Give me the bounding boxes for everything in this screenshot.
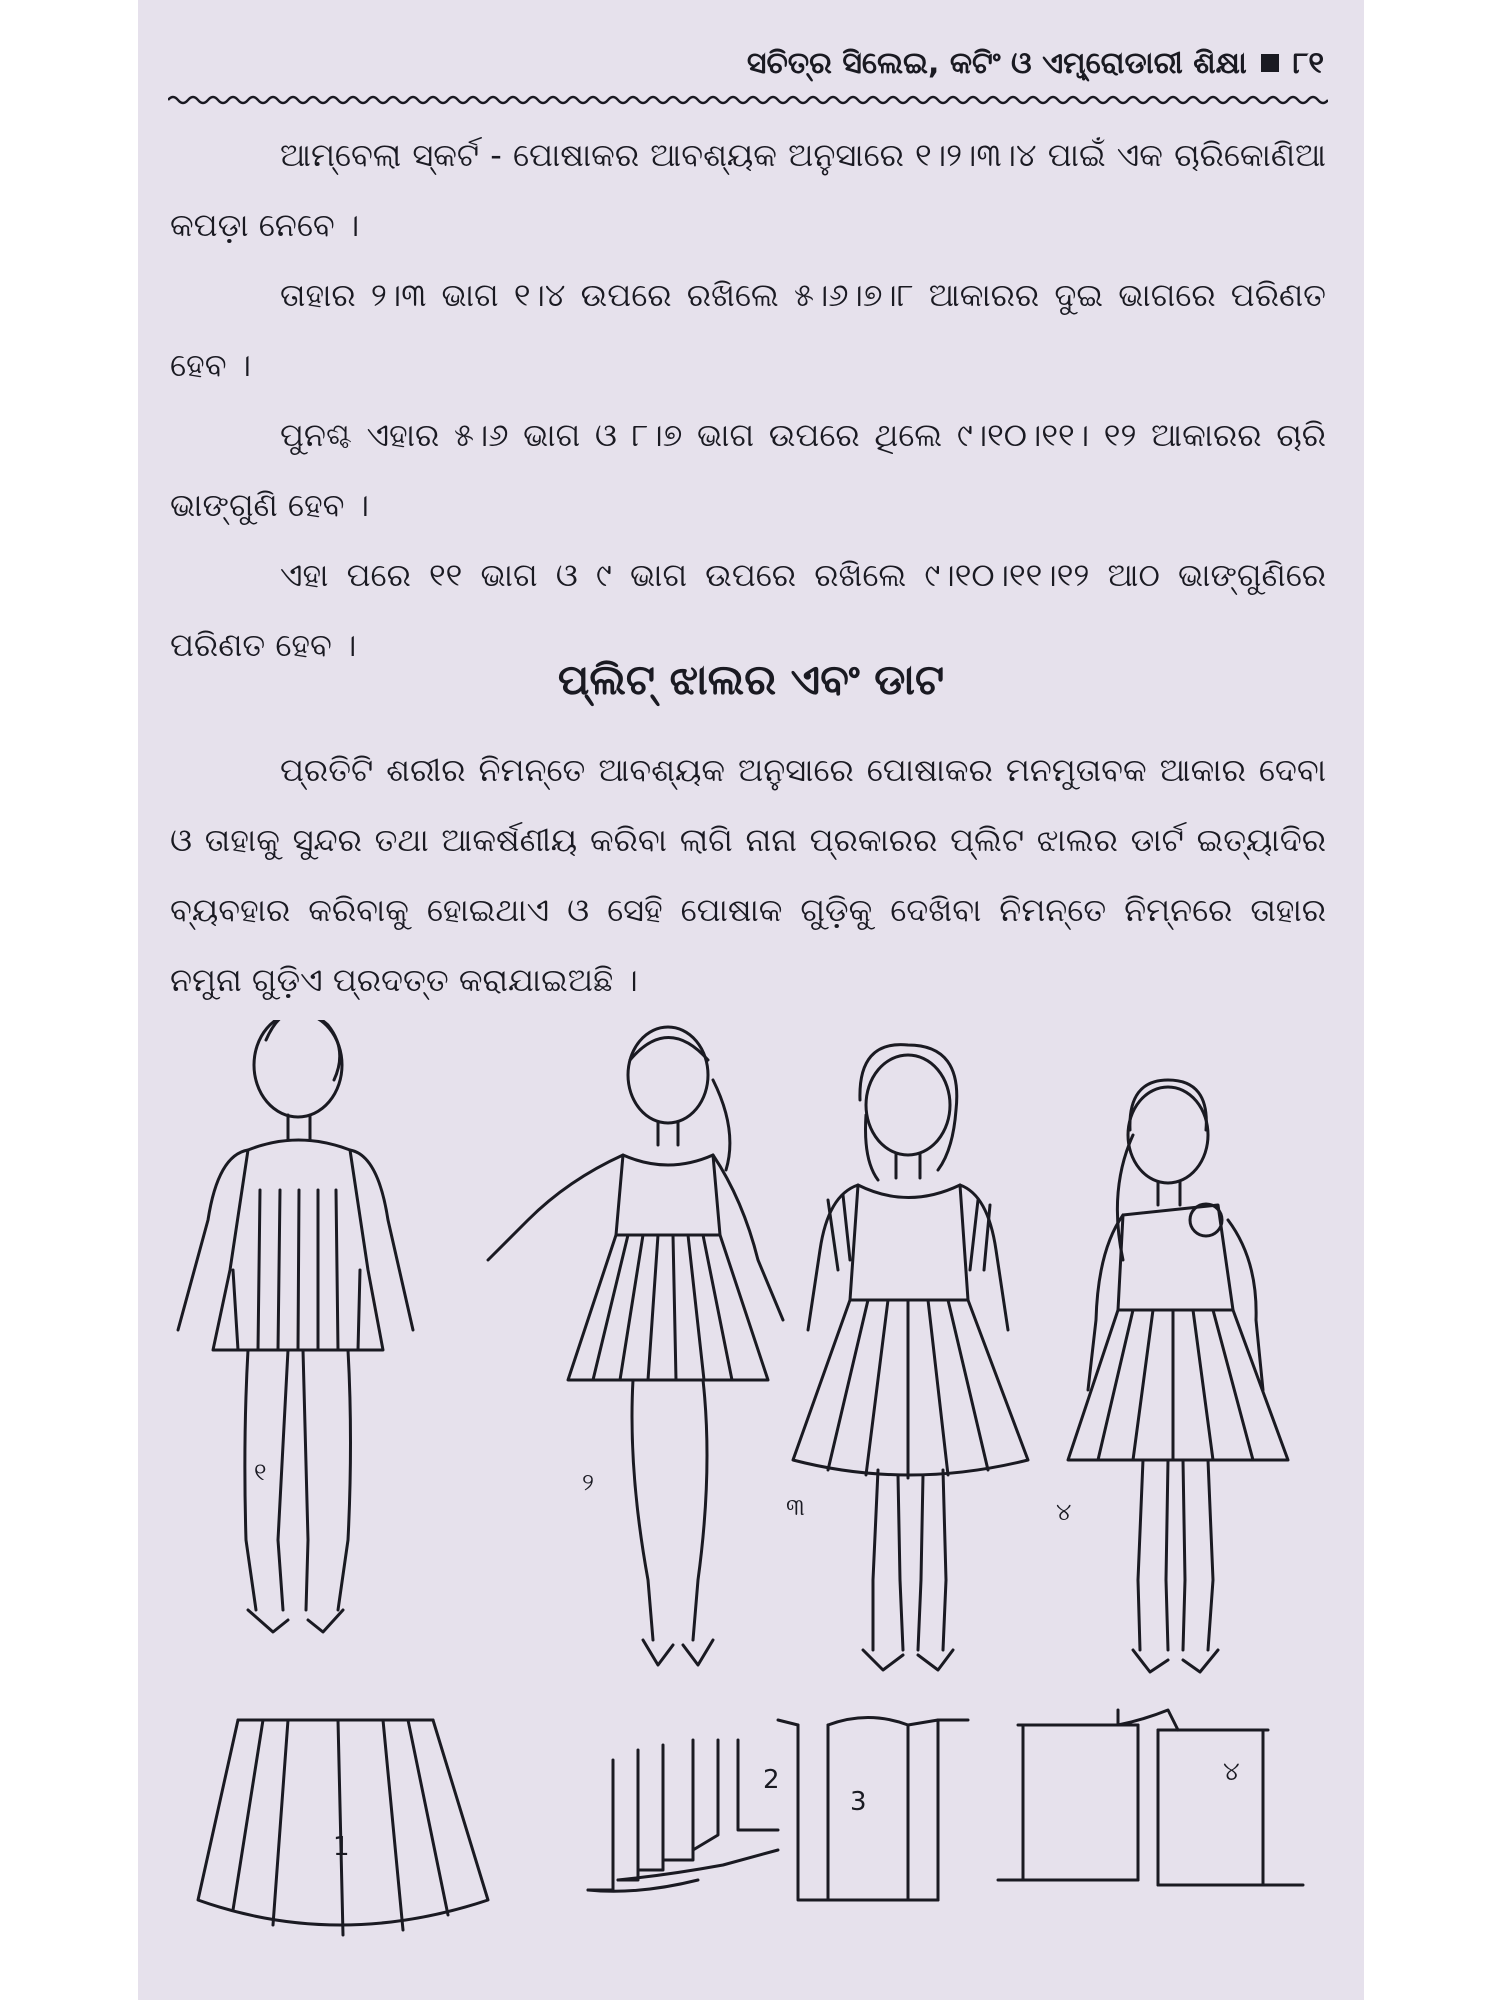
running-header xyxy=(168,36,1324,90)
pleat-label-1: 1 xyxy=(333,1832,350,1862)
paragraph-fold-2: ପୁନଶ୍ଚ ଏହାର ୫।୬ ଭାଗ ଓ ୮।୭ ଭାଗ ଉପରେ ଥିଲେ ୯।୧୦।୧୧। ୧୨ ଆକାରର ଚାରି ଭାଙ୍ଗୁଣି ହେବ । xyxy=(170,416,1326,524)
section-title: ପ୍ଲିଟ୍ ଝାଲର ଏବଂ ଡାଟ xyxy=(557,655,945,704)
figure-1-tunic xyxy=(178,1020,413,1632)
paragraph-fold-3: ଏହା ପରେ ୧୧ ଭାଗ ଓ ୯ ଭାଗ ଉପରେ ରଖିଲେ ୯।୧୦।୧୧।୧୨ ଆଠ ଭାଙ୍ଗୁଣିରେ ପରିଣତ ହେବ । xyxy=(170,556,1326,664)
pleat-diagram-4 xyxy=(998,1710,1303,1885)
square-bullet-icon xyxy=(1261,54,1279,72)
book-page xyxy=(138,0,1364,2000)
figure-2-pleated-dress xyxy=(488,1027,783,1665)
figure-label-2: ୨ xyxy=(582,1468,594,1496)
wavy-divider xyxy=(168,94,1328,106)
pleat-diagram-1 xyxy=(198,1720,488,1935)
figure-3-flared-dress xyxy=(793,1045,1028,1670)
pleat-label-4: ୪ xyxy=(1223,1757,1240,1787)
pleat-label-3: 3 xyxy=(850,1787,867,1817)
section-paragraph: ପ୍ରତିଟି ଶରୀର ନିମନ୍ତେ ଆବଶ୍ୟକ ଅନୁସାରେ ପୋଷାକର ମନମୁତାବକ ଆକାର ଦେବା ଓ ତାହାକୁ ସୁନ୍ଦର ତଥା ଆକର୍ଷଣୀୟ କରିବା ଲାଗି ନାନା ପ୍ରକାରର ପ୍ଲିଟ ଝାଲର ଡାର୍ଟ ଇତ୍ୟାଦିର ବ୍ୟବହାର କରିବାକୁ ହୋଇଥାଏ ଓ ସେହି ପୋଷାକ ଗୁଡ଼ିକୁ ଦେଖିବା ନିମନ୍ତେ ନିମ୍ନରେ ତାହାର ନମୁନା ଗୁଡ଼ିଏ ପ୍ରଦତ୍ତ କରାଯାଇଅଛି । xyxy=(170,751,1327,999)
figure-label-4: ୪ xyxy=(1056,1498,1072,1526)
paragraph-umbrella-skirt: ଆମ୍ବେଲା ସ୍କର୍ଟ - ପୋଷାକର ଆବଶ୍ୟକ ଅନୁସାରେ ୧।୨।୩।୪ ପାଇଁ ଏକ ଚାରିକୋଣିଆ କପଡ଼ା ନେବେ । xyxy=(170,136,1326,244)
pleat-diagram-2 xyxy=(588,1740,778,1891)
figure-4-one-shoulder-dress xyxy=(1068,1080,1288,1672)
paragraph-fold-1: ତାହାର ୨।୩ ଭାଗ ୧।୪ ଉପରେ ରଖିଲେ ୫।୬।୭।୮ ଆକାରର ଦୁଇ ଭାଗରେ ପରିଣତ ହେବ । xyxy=(170,276,1326,384)
pleat-label-2: 2 xyxy=(763,1765,780,1795)
header-title: ସଚିତ୍ର ସିଲେଇ, କଟିଂ ଓ ଏମ୍ବ୍ରୋଡାରୀ ଶିକ୍ଷା xyxy=(746,45,1247,81)
page-number: ୮୧ xyxy=(1292,45,1324,81)
figure-label-3: ୩ xyxy=(786,1493,805,1521)
pleat-illustration xyxy=(138,1020,1364,1980)
figure-label-1: ୧ xyxy=(254,1458,267,1486)
pleat-diagram-3 xyxy=(778,1718,968,1901)
